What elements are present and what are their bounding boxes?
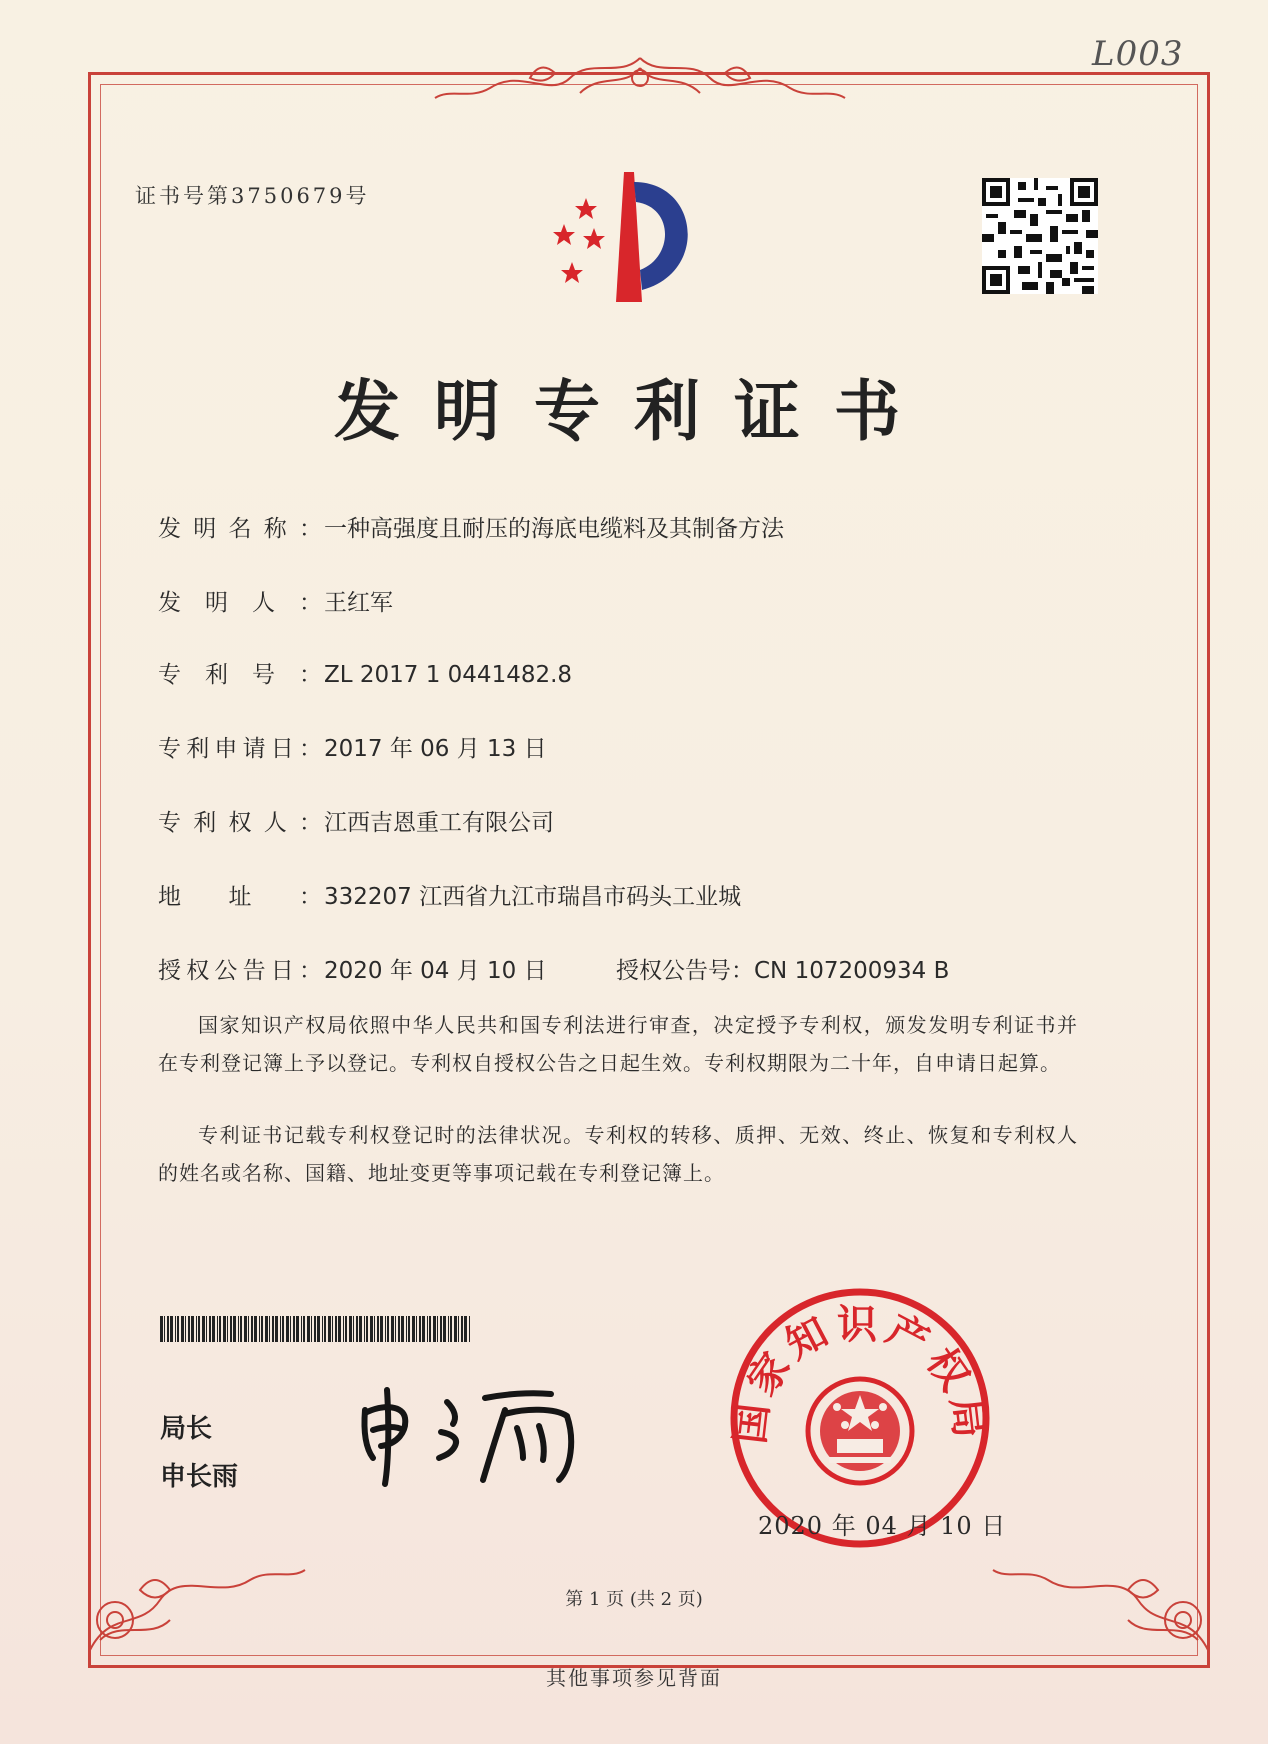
barcode-bar <box>380 1316 383 1342</box>
patentee-value: 江西吉恩重工有限公司 <box>324 810 554 836</box>
barcode-bar <box>398 1316 400 1342</box>
barcode-bar <box>359 1316 362 1342</box>
application-date-label: 专利申请日： <box>158 736 322 762</box>
barcode-bar <box>181 1316 184 1342</box>
barcode-bar <box>198 1316 200 1342</box>
barcode-bar <box>217 1316 218 1342</box>
barcode-bar <box>185 1316 186 1342</box>
seal-date: 2020 年 04 月 10 日 <box>758 1512 1007 1540</box>
barcode-bar <box>160 1316 163 1342</box>
barcode-bar <box>212 1316 215 1342</box>
field-patentee <box>158 804 554 837</box>
inner-border <box>100 84 1198 1656</box>
barcode-bar <box>290 1316 291 1342</box>
barcode-bar <box>443 1316 446 1342</box>
field-grant-date <box>158 952 547 985</box>
barcode-bar <box>177 1316 179 1342</box>
barcode-bar <box>238 1316 239 1342</box>
barcode-bar <box>429 1316 431 1342</box>
barcode-bar <box>387 1316 389 1342</box>
barcode-bar <box>408 1316 410 1342</box>
statement-paragraph-1: 国家知识产权局依照中华人民共和国专利法进行审查，决定授予专利权，颁发发明专利证书并在专利登记簿上予以登记。专利权自授权公告之日起生效。专利权期限为二十年，自申请日起算。 <box>158 1013 1078 1075</box>
barcode-bar <box>286 1316 289 1342</box>
cnipa-logo <box>524 162 714 312</box>
statement-paragraph-2: 专利证书记载专利权登记时的法律状况。专利权的转移、质押、无效、终止、恢复和专利权人的姓名或名称、国籍、地址变更等事项记载在专利登记簿上。 <box>158 1123 1078 1185</box>
barcode-bar <box>196 1316 197 1342</box>
barcode-bar <box>227 1316 228 1342</box>
director-title: 局长 <box>160 1414 213 1444</box>
top-ornament <box>430 48 850 118</box>
barcode-bar <box>461 1316 463 1342</box>
barcode-bar <box>338 1316 341 1342</box>
barcode-bar <box>293 1316 295 1342</box>
patent-number-label: 专利号： <box>158 662 322 688</box>
barcode-bar <box>188 1316 190 1342</box>
barcode-bar <box>303 1316 305 1342</box>
grant-number-value: CN 107200934 B <box>754 958 950 984</box>
barcode-bar <box>406 1316 407 1342</box>
barcode-bar <box>437 1316 438 1342</box>
barcode-bar <box>395 1316 396 1342</box>
barcode-bar <box>164 1316 165 1342</box>
back-note: 其他事项参见背面 <box>546 1666 722 1690</box>
barcode-bar <box>454 1316 457 1342</box>
barcode-bar <box>170 1316 173 1342</box>
address-value: 332207 江西省九江市瑞昌市码头工业城 <box>324 884 742 910</box>
barcode-bar <box>364 1316 365 1342</box>
barcode <box>160 1316 472 1342</box>
barcode-bar <box>314 1316 316 1342</box>
barcode-bar <box>433 1316 436 1342</box>
barcode-bar <box>248 1316 249 1342</box>
barcode-bar <box>261 1316 263 1342</box>
barcode-bar <box>272 1316 274 1342</box>
barcode-bar <box>370 1316 373 1342</box>
barcode-bar <box>219 1316 221 1342</box>
barcode-bar <box>317 1316 320 1342</box>
barcode-bar <box>427 1316 428 1342</box>
barcode-bar <box>416 1316 417 1342</box>
barcode-bar <box>335 1316 337 1342</box>
barcode-bar <box>269 1316 270 1342</box>
barcode-bar <box>464 1316 467 1342</box>
barcode-bar <box>244 1316 247 1342</box>
barcode-bar <box>175 1316 176 1342</box>
handwritten-note: L003 <box>1092 34 1184 74</box>
barcode-bar <box>345 1316 347 1342</box>
barcode-bar <box>385 1316 386 1342</box>
barcode-bar <box>223 1316 226 1342</box>
barcode-bar <box>366 1316 368 1342</box>
national-emblem-icon <box>808 1379 912 1483</box>
barcode-bar <box>191 1316 194 1342</box>
grant-number-label: 授权公告号： <box>616 958 754 984</box>
barcode-bar <box>311 1316 312 1342</box>
grant-date-value: 2020 年 04 月 10 日 <box>324 958 547 984</box>
patentee-label: 专利权人： <box>158 810 322 836</box>
field-grant-number <box>616 952 949 985</box>
certificate-number: 证书号第3750679号 <box>135 184 370 208</box>
barcode-bar <box>301 1316 302 1342</box>
document-title: 发明专利证书 <box>334 373 934 450</box>
page-number: 第 1 页 (共 2 页) <box>565 1589 703 1610</box>
barcode-bar <box>280 1316 281 1342</box>
barcode-bar <box>440 1316 442 1342</box>
barcode-bar <box>296 1316 299 1342</box>
barcode-bar <box>458 1316 459 1342</box>
barcode-bar <box>254 1316 257 1342</box>
barcode-bar <box>353 1316 354 1342</box>
qr-code <box>982 178 1098 294</box>
barcode-bar <box>419 1316 421 1342</box>
director-signature <box>355 1380 615 1490</box>
barcode-bar <box>328 1316 331 1342</box>
director-name: 申长雨 <box>160 1462 239 1492</box>
barcode-bar <box>265 1316 268 1342</box>
barcode-bar <box>202 1316 205 1342</box>
barcode-bar <box>422 1316 425 1342</box>
barcode-bar <box>450 1316 452 1342</box>
inventor-value: 王红军 <box>324 590 393 616</box>
barcode-bar <box>167 1316 169 1342</box>
barcode-bar <box>259 1316 260 1342</box>
barcode-bar <box>282 1316 284 1342</box>
seal-text: 国家知识产权局 <box>727 1302 993 1447</box>
barcode-bar <box>251 1316 253 1342</box>
invention-name-label: 发明名称： <box>158 516 322 542</box>
barcode-bar <box>332 1316 333 1342</box>
barcode-bar <box>377 1316 379 1342</box>
barcode-bar <box>209 1316 211 1342</box>
field-patent-number <box>158 656 572 689</box>
barcode-bar <box>469 1316 470 1342</box>
address-label: 地址： <box>158 884 322 910</box>
inventor-label: 发明人： <box>158 590 322 616</box>
field-application-date <box>158 730 547 763</box>
barcode-bar <box>233 1316 236 1342</box>
barcode-bar <box>401 1316 404 1342</box>
patent-number-value: ZL 2017 1 0441482.8 <box>324 662 573 688</box>
barcode-bar <box>240 1316 242 1342</box>
application-date-value: 2017 年 06 月 13 日 <box>324 736 547 762</box>
grant-date-label: 授权公告日： <box>158 958 322 984</box>
barcode-bar <box>412 1316 415 1342</box>
invention-name-value: 一种高强度且耐压的海底电缆料及其制备方法 <box>324 516 784 542</box>
barcode-bar <box>448 1316 449 1342</box>
barcode-bar <box>349 1316 352 1342</box>
barcode-bar <box>307 1316 310 1342</box>
barcode-bar <box>324 1316 326 1342</box>
barcode-bar <box>206 1316 207 1342</box>
barcode-bar <box>374 1316 375 1342</box>
field-invention-name <box>158 510 784 543</box>
barcode-bar <box>356 1316 358 1342</box>
field-inventor <box>158 584 393 617</box>
barcode-bar <box>322 1316 323 1342</box>
barcode-bar <box>343 1316 344 1342</box>
barcode-bar <box>230 1316 232 1342</box>
barcode-bar <box>275 1316 278 1342</box>
barcode-bar <box>391 1316 394 1342</box>
field-address <box>158 878 741 911</box>
